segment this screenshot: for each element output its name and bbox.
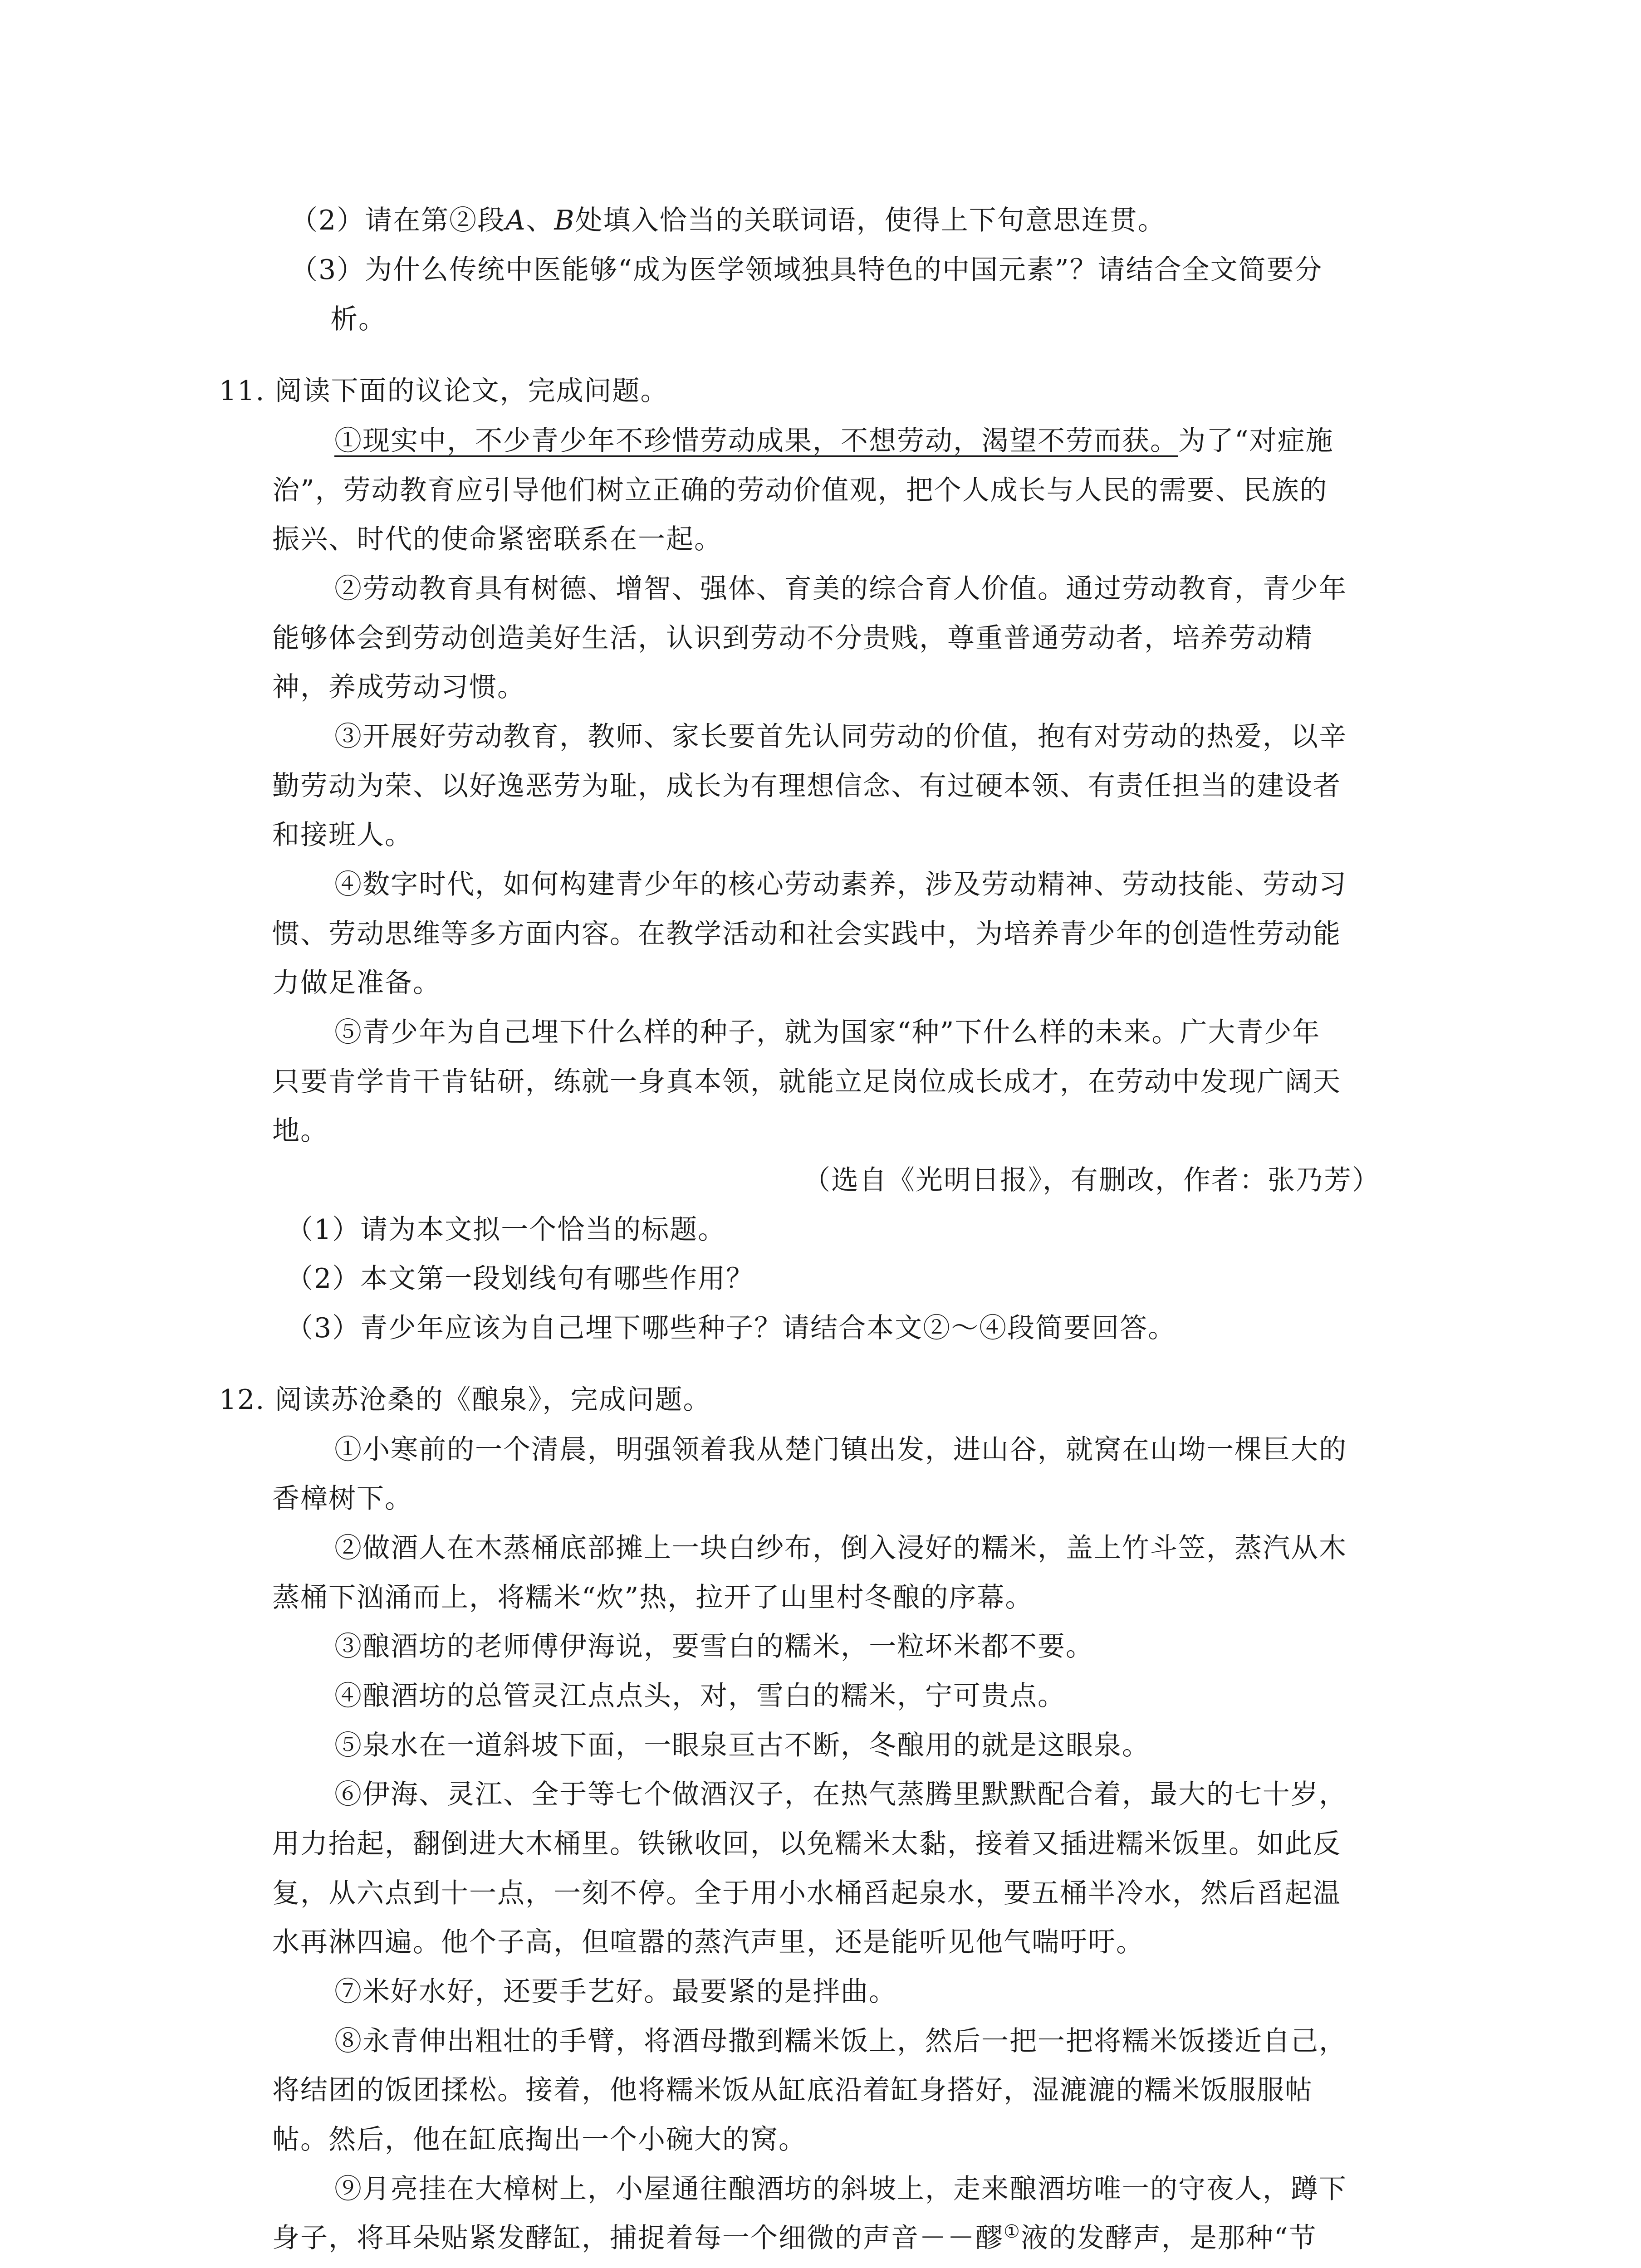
q11-para-3: ③开展好劳动教育，教师、家长要首先认同劳动的价值，抱有对劳动的热爱，以辛	[334, 721, 1347, 753]
q12-para-8-line: 帖。然后，他在缸底掏出一个小碗大的窝。	[272, 2124, 807, 2156]
q11-para-5-line: 地。	[272, 1115, 328, 1147]
q12-para-7: ⑦米好水好，还要手艺好。最要紧的是拌曲。	[334, 1976, 897, 2008]
q11-para-2-line: 能够体会到劳动创造美好生活，认识到劳动不分贵贱，尊重普通劳动者，培养劳动精	[272, 622, 1313, 654]
underlined-sentence: ①现实中，不少青少年不珍惜劳动成果，不想劳动，渴望不劳而获。	[334, 425, 1178, 457]
q12-para-2-line: 蒸桶下汹涌而上，将糯米“炊”热，拉开了山里村冬酿的序幕。	[272, 1582, 1034, 1613]
q12-para-6-line: 复，从六点到十一点，一刻不停。全于用小水桶舀起泉水，要五桶半冷水，然后舀起温	[272, 1877, 1341, 1909]
q11-subquestion-2: （2）本文第一段划线句有哪些作用？	[286, 1263, 754, 1295]
q11-subquestion-1: （1）请为本文拟一个恰当的标题。	[286, 1214, 726, 1246]
q12-para-3: ③酿酒坊的老师傅伊海说，要雪白的糯米，一粒坏米都不要。	[334, 1631, 1094, 1662]
prev-question-3: （3）为什么传统中医能够“成为医学领域独具特色的中国元素”？请结合全文简要分	[290, 254, 1323, 286]
q12-para-6: ⑥伊海、灵江、全于等七个做酒汉子，在热气蒸腾里默默配合着，最大的七十岁，	[334, 1779, 1347, 1810]
q12-para-8: ⑧永青伸出粗壮的手臂，将酒母撒到糯米饭上，然后一把一把将糯米饭搂近自己，	[334, 2025, 1347, 2057]
q11-para-2-line: 神，养成劳动习惯。	[272, 671, 525, 703]
prev-question-3-cont: 析。	[330, 303, 387, 335]
q12-para-5: ⑤泉水在一道斜坡下面，一眼泉亘古不断，冬酿用的就是这眼泉。	[334, 1730, 1150, 1761]
question-11-heading: 11. 阅读下面的议论文，完成问题。	[219, 375, 669, 407]
prev-question-2: （2）请在第②段A、B处填入恰当的关联词语，使得上下句意思连贯。	[290, 205, 1166, 236]
q11-subquestion-3: （3）青少年应该为自己埋下哪些种子？请结合本文②～④段简要回答。	[286, 1312, 1176, 1344]
q11-para-4-line: 力做足准备。	[272, 967, 441, 999]
q12-para-6-line: 用力抬起，翻倒进大木桶里。铁锹收回，以免糯米太黏，接着又插进糯米饭里。如此反	[272, 1828, 1341, 1860]
q11-para-1: ①现实中，不少青少年不珍惜劳动成果，不想劳动，渴望不劳而获。为了“对症施	[334, 425, 1334, 457]
q12-para-2: ②做酒人在木蒸桶底部摊上一块白纱布，倒入浸好的糯米，盖上竹斗笠，蒸汽从木	[334, 1532, 1347, 1564]
footnote-marker: ①	[1004, 2221, 1021, 2242]
q11-para-5-line: 只要肯学肯干肯钻研，练就一身真本领，就能立足岗位成长成才，在劳动中发现广阔天	[272, 1066, 1341, 1098]
q11-para-2: ②劳动教育具有树德、增智、强体、育美的综合育人价值。通过劳动教育，青少年	[334, 573, 1347, 605]
q12-para-1: ①小寒前的一个清晨，明强领着我从楚门镇出发，进山谷，就窝在山坳一棵巨大的	[334, 1434, 1347, 1466]
q12-para-1-line: 香樟树下。	[272, 1483, 413, 1515]
q11-para-1-line: 治”，劳动教育应引导他们树立正确的劳动价值观，把个人成长与人民的需要、民族的	[272, 474, 1328, 506]
q12-para-4: ④酿酒坊的总管灵江点点头，对，雪白的糯米，宁可贵点。	[334, 1680, 1066, 1712]
question-12-heading: 12. 阅读苏沧桑的《酿泉》，完成问题。	[219, 1384, 711, 1416]
q12-para-6-line: 水再淋四遍。他个子高，但喧嚣的蒸汽声里，还是能听见他气喘吁吁。	[272, 1926, 1144, 1958]
source-citation: （选自《光明日报》，有删改，作者：张乃芳）	[803, 1164, 1380, 1196]
q12-para-9: ⑨月亮挂在大樟树上，小屋通往酿酒坊的斜坡上，走来酿酒坊唯一的守夜人，蹲下	[334, 2173, 1347, 2205]
q11-para-3-line: 勤劳动为荣、以好逸恶劳为耻，成长为有理想信念、有过硬本领、有责任担当的建设者	[272, 770, 1341, 802]
q11-para-5: ⑤青少年为自己埋下什么样的种子，就为国家“种”下什么样的未来。广大青少年	[334, 1017, 1321, 1048]
q11-para-3-line: 和接班人。	[272, 819, 413, 851]
q12-para-8-line: 将结团的饭团揉松。接着，他将糯米饭从缸底沿着缸身搭好，湿漉漉的糯米饭服服帖	[272, 2074, 1313, 2106]
q12-para-9-line: 身子，将耳朵贴紧发酵缸，捕捉着每一个细微的声音－－醪①液的发酵声，是那种“节	[272, 2221, 1317, 2254]
q11-para-4-line: 惯、劳动思维等多方面内容。在教学活动和社会实践中，为培养青少年的创造性劳动能	[272, 918, 1341, 950]
q11-para-4: ④数字时代，如何构建青少年的核心劳动素养，涉及劳动精神、劳动技能、劳动习	[334, 869, 1347, 900]
q11-para-1-line: 振兴、时代的使命紧密联系在一起。	[272, 523, 722, 555]
